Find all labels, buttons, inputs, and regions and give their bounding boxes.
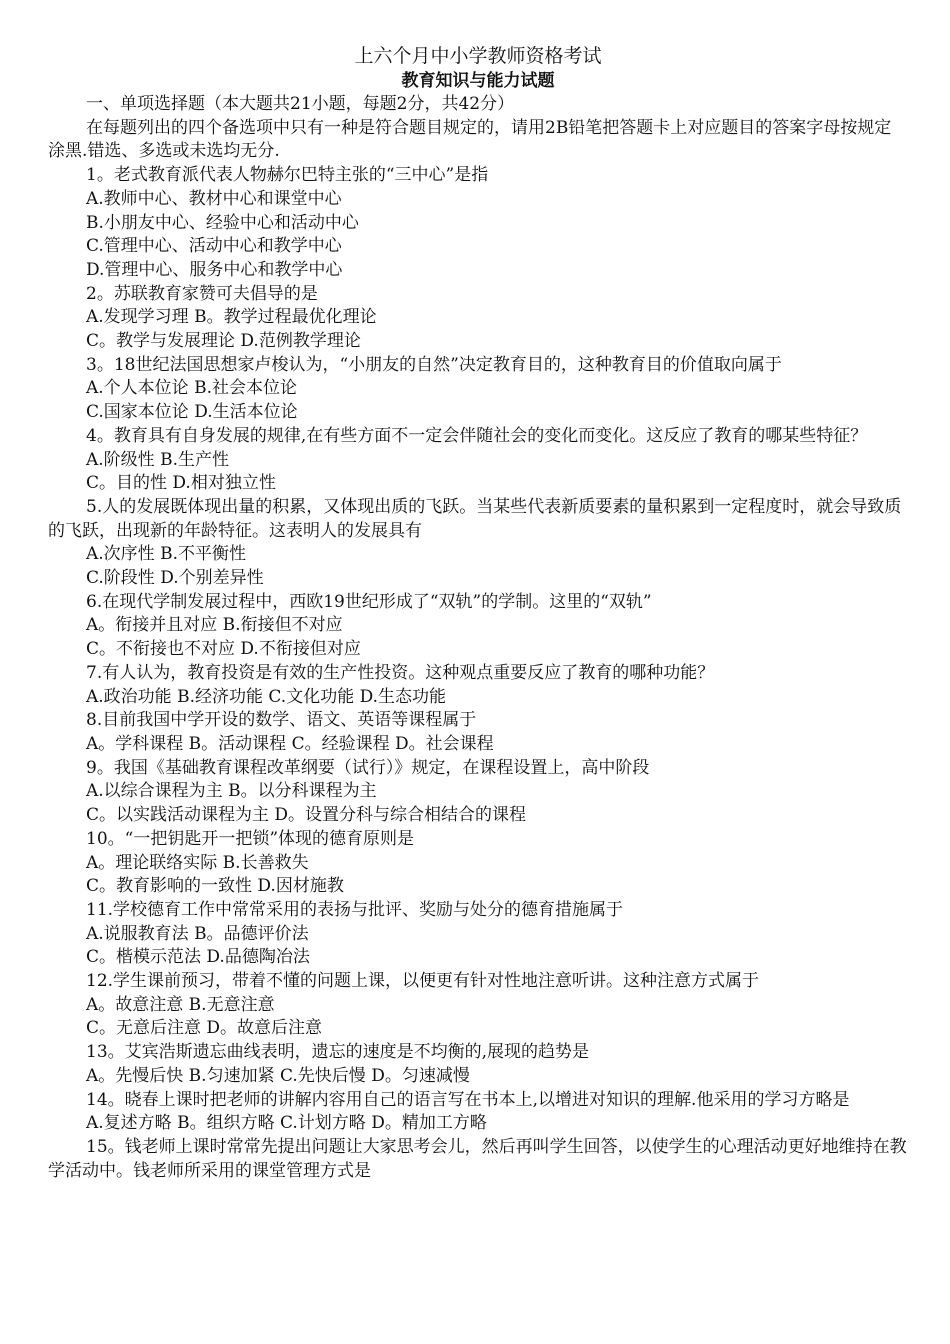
question-9-options-ab: A.以综合课程为主 B。以分科课程为主 xyxy=(86,781,377,802)
question-7-options: A.政治功能 B.经济功能 C.文化功能 D.生态功能 xyxy=(86,686,447,707)
question-1-option-d: D.管理中心、服务中心和教学中心 xyxy=(86,259,343,280)
question-8: 8.目前我国中学开设的数学、语文、英语等课程属于 xyxy=(86,710,477,731)
exam-page xyxy=(48,44,908,1183)
question-9: 9。我国《基础教育课程改革纲要（试行）》规定，在课程设置上，高中阶段 xyxy=(86,757,650,778)
question-1-option-c: C.管理中心、活动中心和教学中心 xyxy=(86,236,342,257)
question-1: 1。老式教育派代表人物赫尔巴特主张的“三中心”是指 xyxy=(86,165,489,186)
question-14: 14。晓春上课时把老师的讲解内容用自己的语言写在书本上,以增进对知识的理解.他采用的学习方略是 xyxy=(86,1089,850,1110)
question-6: 6.在现代学制发展过程中，西欧19世纪形成了“双轨”的学制。这里的“双轨” xyxy=(86,591,652,612)
section-heading: 一、单项选择题（本大题共21小题，每题2分，共42分） xyxy=(86,94,515,114)
question-10-options-ab: A。理论联络实际 B.长善救失 xyxy=(86,852,309,873)
question-2: 2。苏联教育家赞可夫倡导的是 xyxy=(86,283,318,304)
question-2-options-cd: C。教学与发展理论 D.范例教学理论 xyxy=(86,331,361,352)
question-1-option-a: A.教师中心、教材中心和课堂中心 xyxy=(86,188,342,209)
question-4-options-cd: C。目的性 D.相对独立性 xyxy=(86,473,276,494)
question-3: 3。18世纪法国思想家卢梭认为，“小朋友的自然”决定教育目的，这种教育目的价值取向属于 xyxy=(86,354,782,375)
question-3-options-ab: A.个人本位论 B.社会本位论 xyxy=(86,378,297,399)
question-11-options-cd: C。楷模示范法 D.品德陶冶法 xyxy=(86,947,310,968)
question-12-options-cd: C。无意后注意 D。故意后注意 xyxy=(86,1018,323,1039)
question-11-options-ab: A.说服教育法 B。品德评价法 xyxy=(86,923,309,944)
question-11: 11.学校德育工作中常常采用的表扬与批评、奖励与处分的德育措施属于 xyxy=(86,899,624,920)
question-5-options-ab: A.次序性 B.不平衡性 xyxy=(86,544,246,565)
question-5: 5.人的发展既体现出量的积累，又体现出质的飞跃。当某些代表新质要素的量积累到一定程度时，就会导致质的飞跃，出现新的年龄特征。这表明人的发展具有 xyxy=(48,496,902,541)
question-7: 7.有人认为，教育投资是有效的生产性投资。这种观点重要反应了教育的哪种功能？ xyxy=(86,662,715,683)
question-6-options-ab: A。衔接并且对应 B.衔接但不对应 xyxy=(86,615,343,636)
question-8-options: A。学科课程 B。活动课程 C。经验课程 D。社会课程 xyxy=(86,733,494,754)
question-10-options-cd: C。教育影响的一致性 D.因材施教 xyxy=(86,876,344,897)
instruction-text: 在每题列出的四个备选项中只有一种是符合题目规定的，请用2B铅笔把答题卡上对应题目的答案字母按规定涂黑.错选、多选或未选均无分. xyxy=(48,117,892,162)
exam-subtitle: 教育知识与能力试题 xyxy=(401,71,555,91)
question-6-options-cd: C。不衔接也不对应 D.不衔接但对应 xyxy=(86,639,361,660)
question-15: 15。钱老师上课时常常先提出问题让大家思考会儿，然后再叫学生回答，以使学生的心理活动更好地维持在教学活动中。钱老师所采用的课堂管理方式是 xyxy=(48,1136,907,1181)
question-12: 12.学生课前预习，带着不懂的问题上课，以便更有针对性地注意听讲。这种注意方式属于 xyxy=(86,971,760,992)
question-3-options-cd: C.国家本位论 D.生活本位论 xyxy=(86,402,298,423)
question-1-option-b: B.小朋友中心、经验中心和活动中心 xyxy=(86,212,359,233)
question-12-options-ab: A。故意注意 B.无意注意 xyxy=(86,994,275,1015)
question-4: 4。教育具有自身发展的规律,在有些方面不一定会伴随社会的变化而变化。这反应了教育的哪某些特征？ xyxy=(86,425,868,446)
exam-title: 上六个月中小学教师资格考试 xyxy=(354,45,602,67)
question-10: 10。“一把钥匙开一把锁”体现的德育原则是 xyxy=(86,828,415,849)
question-5-options-cd: C.阶段性 D.个别差异性 xyxy=(86,568,264,589)
question-9-options-cd: C。以实践活动课程为主 D。设置分科与综合相结合的课程 xyxy=(86,805,527,826)
question-13: 13。艾宾浩斯遗忘曲线表明，遗忘的速度是不均衡的,展现的趋势是 xyxy=(86,1042,590,1063)
question-14-options: A.复述方略 B。组织方略 C.计划方略 D。精加工方略 xyxy=(86,1113,487,1134)
question-4-options-ab: A.阶级性 B.生产性 xyxy=(86,449,229,470)
question-2-options-ab: A.发现学习理 B。教学过程最优化理论 xyxy=(86,307,377,328)
question-13-options: A。先慢后快 B.匀速加紧 C.先快后慢 D。匀速减慢 xyxy=(86,1065,470,1086)
